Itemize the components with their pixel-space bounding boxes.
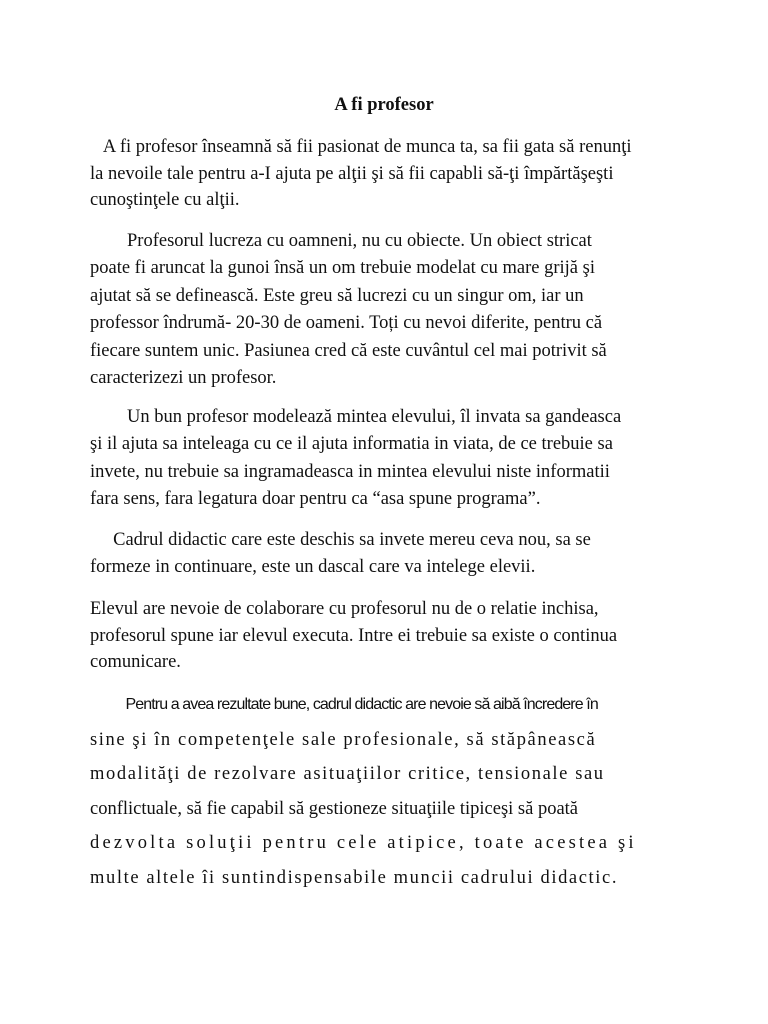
paragraph-2: [90, 228, 680, 392]
paragraph-line: cunoştinţele cu alţii.: [90, 190, 240, 210]
paragraph-line: Elevul are nevoie de colaborare cu profesorul nu de o relatie inchisa,: [90, 599, 599, 619]
paragraph-line: Pentru a avea rezultate bune, cadrul didactic are nevoie să aibă încredere în: [90, 696, 598, 713]
paragraph-line: Profesorul lucreza cu oamneni, nu cu obiecte. Un obiect stricat: [90, 231, 592, 251]
paragraph-line: sine şi în competenţele sale profesionale, să stăpânească: [90, 729, 597, 750]
paragraph-line: caracterizezi un profesor.: [90, 368, 277, 389]
paragraph-line: Un bun profesor modelează mintea elevului, îl invata sa gandeasca: [90, 407, 622, 427]
paragraph-line: poate fi aruncat la gunoi însă un om trebuie modelat cu mare grijă şi: [90, 258, 595, 279]
paragraph-3: [90, 404, 680, 514]
paragraph-line: fiecare suntem unic. Pasiunea cred că este cuvântul cel mai potrivit să: [90, 340, 607, 361]
paragraph-line: la nevoile tale pentru a-I ajuta pe alţii şi să fii capabli să-ţi împărtăşeşti: [90, 163, 614, 184]
paragraph-line: şi il ajuta sa inteleaga cu ce il ajuta informatia in viata, de ce trebuie sa: [90, 434, 613, 455]
paragraph-line: profesorul spune iar elevul executa. Intre ei trebuie sa existe o continua: [90, 625, 618, 646]
paragraph-line: invete, nu trebuie sa ingramadeasca in mintea elevului niste informatii: [90, 461, 610, 482]
paragraph-5: [90, 596, 680, 676]
paragraph-line: formeze in continuare, este un dascal care va intelege elevii.: [90, 556, 536, 577]
paragraph-4: [90, 527, 680, 580]
paragraph-line: conflictuale, să fie capabil să gestioneze situaţiile tipiceşi să poată: [90, 798, 579, 819]
paragraph-line: multe altele îi suntindispensabile muncii cadrului didactic.: [90, 867, 619, 888]
paragraph-line: professor îndrumă- 20-30 de oameni. Toți cu nevoi diferite, pentru că: [90, 313, 603, 334]
paragraph-line: fara sens, fara legatura doar pentru ca “asa spune programa”.: [90, 489, 541, 510]
paragraph-1: [90, 134, 680, 214]
paragraph-line: modalităţi de rezolvare asituaţiilor critice, tensionale sau: [90, 764, 605, 784]
paragraph-line: A fi profesor înseamnă să fii pasionat de munca ta, sa fii gata să renunţi: [90, 137, 632, 157]
paragraph-line: Cadrul didactic care este deschis sa invete mereu ceva nou, sa se: [90, 530, 591, 550]
paragraph-line: dezvolta soluţii pentru cele atipice, toate acestea şi: [90, 833, 637, 853]
paragraph-line: ajutat să se definească. Este greu să lucrezi cu un singur om, iar un: [90, 285, 584, 306]
paragraph-6: [90, 688, 680, 895]
document-title: A fi profesor: [334, 95, 434, 115]
paragraph-line: comunicare.: [90, 652, 181, 672]
